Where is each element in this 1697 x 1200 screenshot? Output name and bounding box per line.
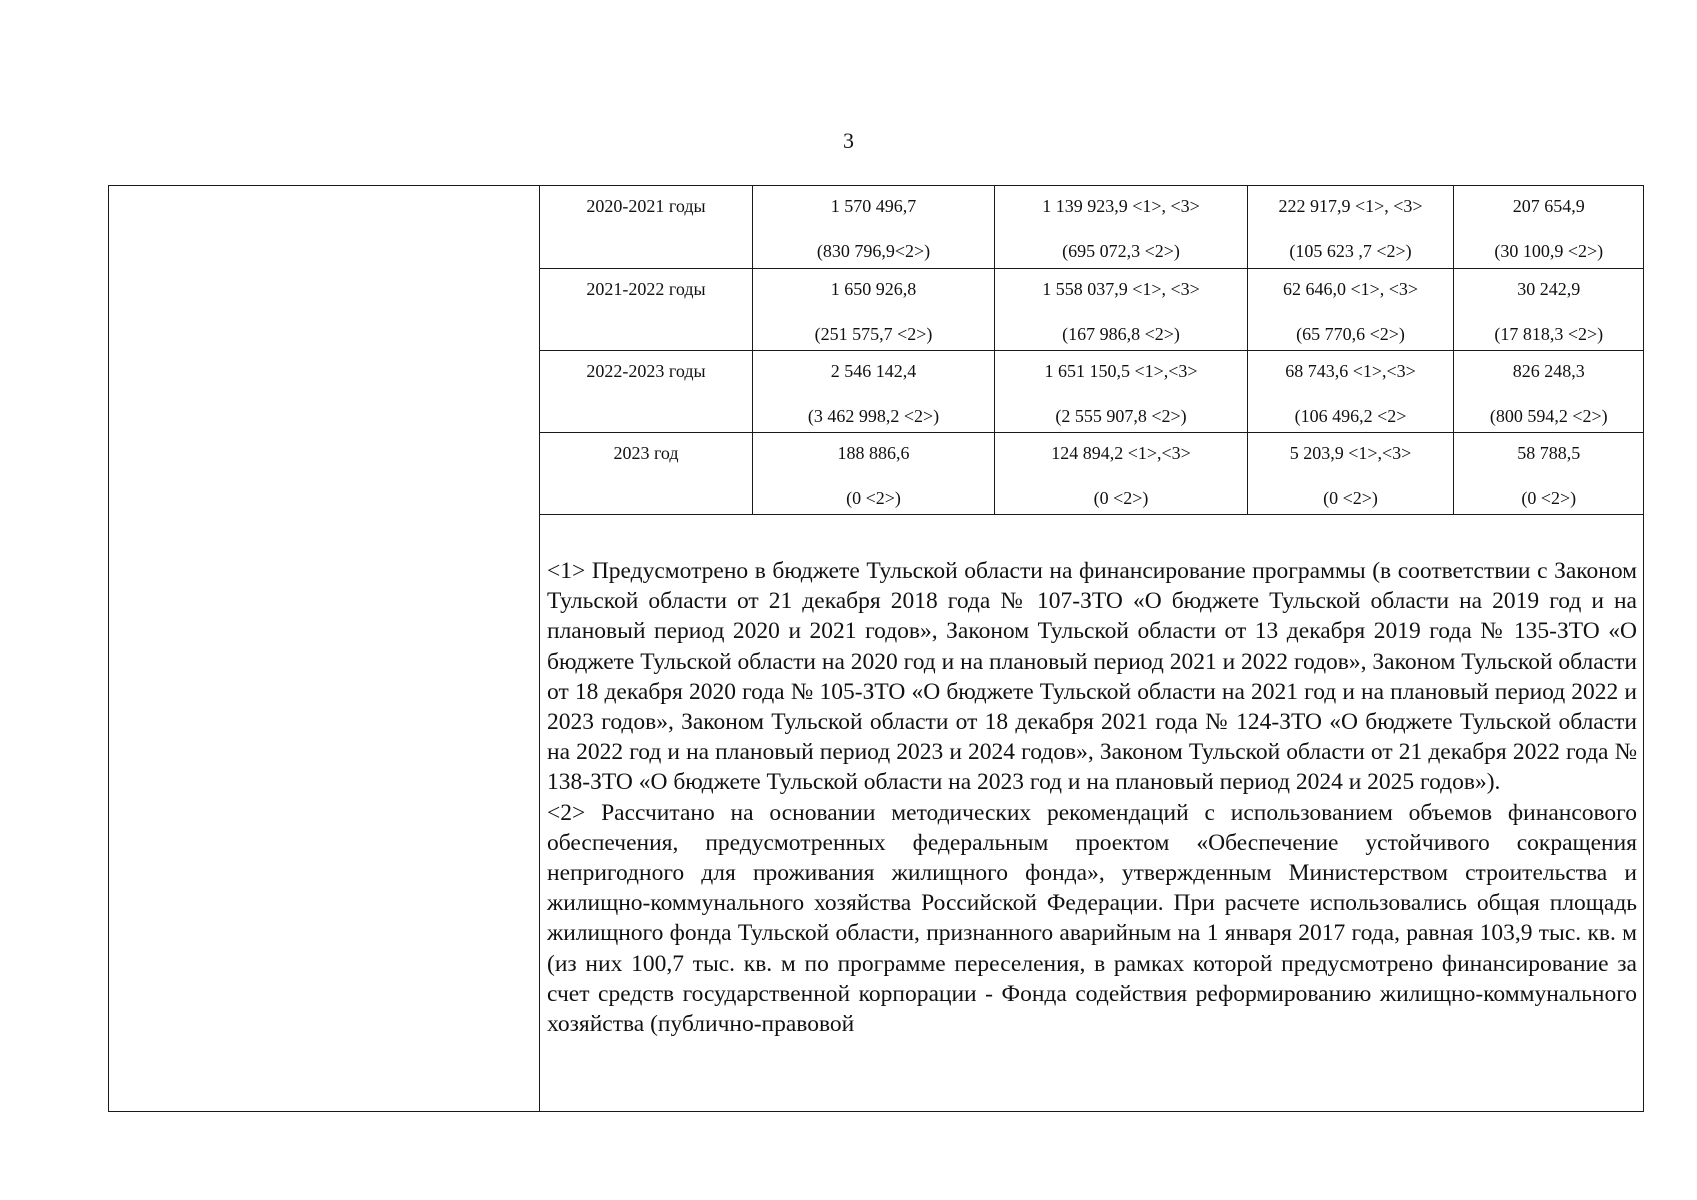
footnote-2: <2> Рассчитано на основании методических рекомендаций с использованием объемов финансового обеспечения, предусмотренных федеральным проектом «Обеспечение устойчивого сокращения непригодного для проживания жилищного фонда», утвержденным Министерством строительства и жилищно-коммунального хозяйства Российской Федерации. При расчете использовались общая площадь жилищного фонда Тульской области, признанного аварийным на 1 января 2017 года, равная 103,9 тыс. кв. м (из них 100,7 тыс. кв. м по программе переселения, в рамках которой предусмотрено финансирование за счет средств государственной корпорации - Фонда содействия реформированию жилищно-коммунального хозяйства (публично-правовой xyxy=(547,799,1637,1038)
period-cell: 2020-2021 годы xyxy=(540,186,753,268)
period-cell: 2021-2022 годы xyxy=(540,268,753,350)
total-cell: 2 546 142,4 (3 462 998,2 <2>) xyxy=(753,350,995,432)
other-sources-cell: 58 788,5 (0 <2>) xyxy=(1454,432,1644,514)
footnote-1: <1> Предусмотрено в бюджете Тульской области на финансирование программы (в соответствии с Законом Тульской области от 21 декабря 2018 года № 107-ЗТО «О бюджете Тульской области на 2019 год и на плановый период 2020 и 2021 годов», Законом Тульской области от 13 декабря 2019 года № 135-ЗТО «О бюджете Тульской области на 2020 год и на плановый период 2021 и 2022 годов», Законом Тульской области от 18 декабря 2020 года № 105-ЗТО «О бюджете Тульской области на 2021 год и на плановый период 2022 и 2023 годов», Законом Тульской области от 18 декабря 2021 года № 124-ЗТО «О бюджете Тульской области на 2022 год и на плановый период 2023 и 2024 годов», Законом Тульской области от 21 декабря 2022 года № 138-ЗТО «О бюджете Тульской области на 2023 год и на плановый период 2024 и 2025 годов»). xyxy=(547,558,1637,796)
blank-left-column xyxy=(109,186,540,1111)
financing-by-period-table xyxy=(539,186,1644,515)
other-sources-cell: 30 242,9 (17 818,3 <2>) xyxy=(1454,268,1644,350)
page-number: 3 xyxy=(843,128,854,153)
program-financing-table-frame xyxy=(108,185,1644,1112)
table-row xyxy=(540,268,1644,350)
regional-budget-cell: 1 558 037,9 <1>, <3> (167 986,8 <2>) xyxy=(995,268,1248,350)
regional-budget-cell: 124 894,2 <1>,<3> (0 <2>) xyxy=(995,432,1248,514)
local-budget-cell: 5 203,9 <1>,<3> (0 <2>) xyxy=(1248,432,1454,514)
period-cell: 2023 год xyxy=(540,432,753,514)
local-budget-cell: 62 646,0 <1>, <3> (65 770,6 <2>) xyxy=(1248,268,1454,350)
regional-budget-cell: 1 651 150,5 <1>,<3> (2 555 907,8 <2>) xyxy=(995,350,1248,432)
regional-budget-cell: 1 139 923,9 <1>, <3> (695 072,3 <2>) xyxy=(995,186,1248,268)
local-budget-cell: 68 743,6 <1>,<3> (106 496,2 <2> xyxy=(1248,350,1454,432)
other-sources-cell: 826 248,3 (800 594,2 <2>) xyxy=(1454,350,1644,432)
local-budget-cell: 222 917,9 <1>, <3> (105 623 ,7 <2>) xyxy=(1248,186,1454,268)
total-cell: 1 650 926,8 (251 575,7 <2>) xyxy=(753,268,995,350)
table-row xyxy=(540,432,1644,514)
footnotes-block xyxy=(539,546,1643,1111)
total-cell: 1 570 496,7 (830 796,9<2>) xyxy=(753,186,995,268)
other-sources-cell: 207 654,9 (30 100,9 <2>) xyxy=(1454,186,1644,268)
total-cell: 188 886,6 (0 <2>) xyxy=(753,432,995,514)
table-row xyxy=(540,350,1644,432)
table-row xyxy=(540,186,1644,268)
period-cell: 2022-2023 годы xyxy=(540,350,753,432)
